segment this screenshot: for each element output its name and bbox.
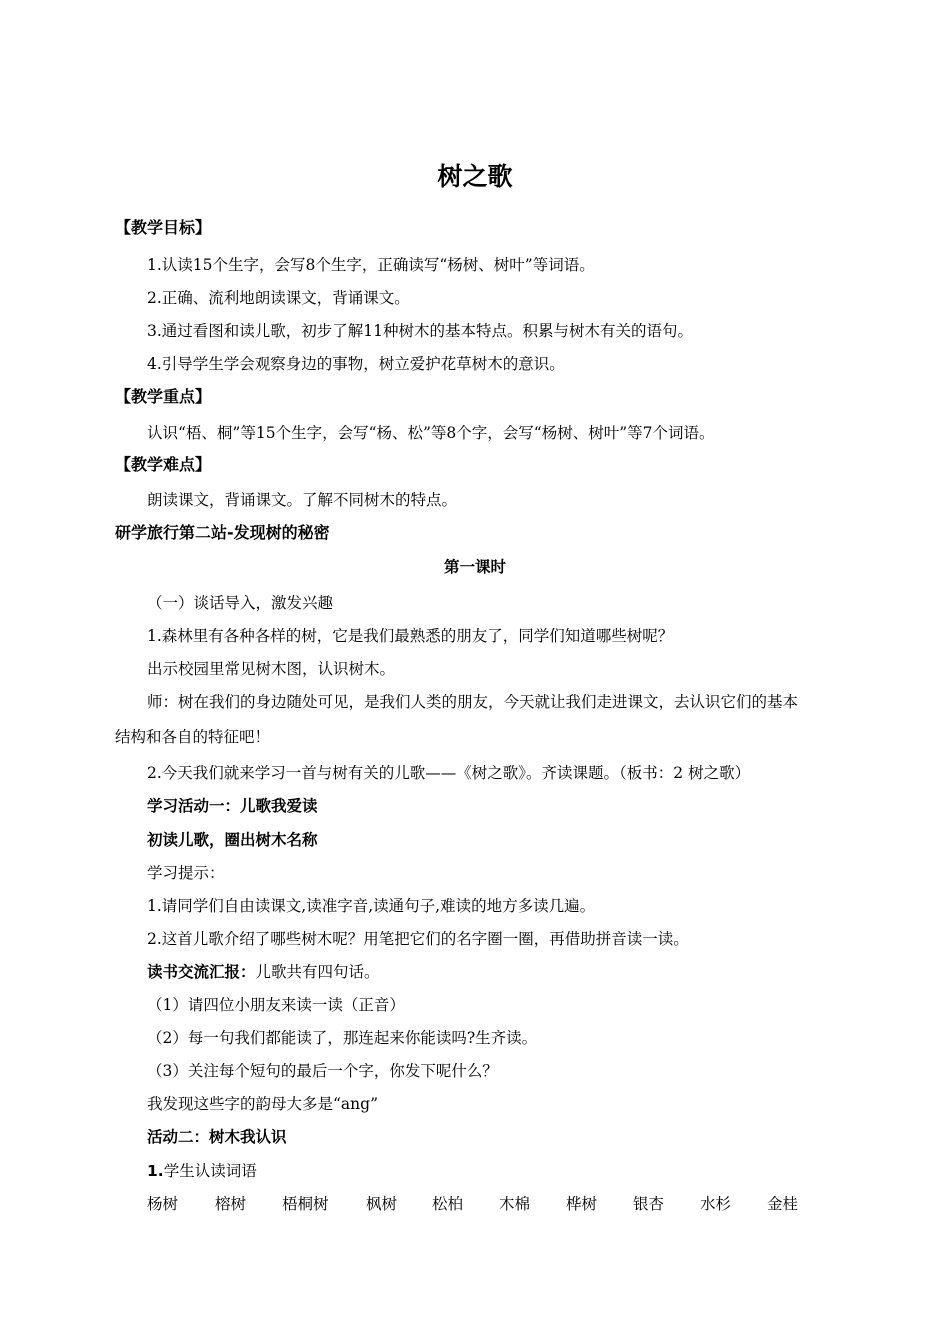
- tip-item-1: 1.请同学们自由读课文,读准字音,读通句子,难读的地方多读几遍。: [147, 897, 596, 915]
- activity2-heading: 活动二：树木我认识: [147, 1128, 287, 1146]
- document-title: 树之歌: [437, 162, 513, 191]
- goal-item-1: 1.认读15个生字，会写8个生字，正确读写“杨树、树叶”等词语。: [147, 256, 595, 274]
- lesson-title: 第一课时: [443, 558, 506, 576]
- goal-item-2: 2.正确、流利地朗读课文，背诵课文。: [147, 289, 410, 307]
- step-3: （3）关注每个短句的最后一个字，你发下呢什么？: [147, 1062, 498, 1080]
- difficulties-heading: 【教学难点】: [115, 455, 212, 474]
- key-points-heading: 【教学重点】: [115, 387, 212, 406]
- word-item: 松柏: [432, 1195, 464, 1213]
- word-item: 枫树: [366, 1195, 398, 1213]
- intro-heading: （一）谈话导入，激发兴趣: [147, 594, 334, 612]
- activity2-step-text: 学生认读词语: [163, 1162, 257, 1180]
- word-item: 桦树: [566, 1195, 598, 1213]
- goal-item-4: 4.引导学生学会观察身边的事物，树立爱护花草树木的意识。: [147, 355, 565, 373]
- intro-show: 出示校园里常见树木图，认识树木。: [147, 660, 396, 678]
- goals-heading: 【教学目标】: [115, 218, 212, 237]
- step-2: （2）每一句我们都能读了，那连起来你能读吗?生齐读。: [147, 1029, 538, 1047]
- intro-question-1: 1.森林里有各种各样的树，它是我们最熟悉的朋友了，同学们知道哪些树呢？: [147, 627, 674, 645]
- activity2-step: [147, 1161, 257, 1181]
- section-title: 研学旅行第二站-发现树的秘密: [115, 523, 330, 542]
- word-item: 木棉: [499, 1195, 531, 1213]
- activity2-step-number: 1.: [147, 1162, 164, 1180]
- teacher-line-2: 结构和各自的特征吧！: [115, 728, 271, 746]
- report-text: 儿歌共有四句话。: [255, 963, 380, 981]
- word-item: 金桂: [767, 1195, 799, 1213]
- word-item: 水杉: [700, 1195, 732, 1213]
- difficulties-text: 朗读课文，背诵课文。了解不同树木的特点。: [147, 491, 458, 509]
- word-item: 银杏: [633, 1195, 665, 1213]
- activity1-heading: 学习活动一：儿歌我爱读: [147, 797, 318, 815]
- tip-label: 学习提示：: [147, 864, 225, 882]
- finding-text: 我发现这些字的韵母大多是“ang”: [147, 1095, 378, 1113]
- teacher-line-1: 师：树在我们的身边随处可见，是我们人类的朋友，今天就让我们走进课文，去认识它们的基本: [147, 693, 799, 711]
- activity1-subheading: 初读儿歌，圈出树木名称: [147, 831, 318, 849]
- report-line: [147, 962, 380, 982]
- tip-item-2: 2.这首儿歌介绍了哪些树木呢？用笔把它们的名字圈一圈，再借助拼音读一读。: [147, 930, 689, 948]
- report-label: 读书交流汇报：: [147, 963, 256, 981]
- word-item: 榕树: [215, 1195, 247, 1213]
- word-item: 杨树: [147, 1195, 179, 1213]
- intro-question-2: 2.今天我们就来学习一首与树有关的儿歌——《树之歌》。齐读课题。（板书：2 树之歌）: [147, 764, 751, 782]
- step-1: （1）请四位小朋友来读一读（正音）: [147, 996, 405, 1014]
- goal-item-3: 3.通过看图和读儿歌，初步了解11种树木的基本特点。积累与树木有关的语句。: [147, 322, 694, 340]
- word-item: 梧桐树: [282, 1195, 329, 1213]
- key-points-text: 认识“梧、桐”等15个生字，会写“杨、松”等8个字，会写“杨树、树叶”等7个词语。: [147, 424, 715, 442]
